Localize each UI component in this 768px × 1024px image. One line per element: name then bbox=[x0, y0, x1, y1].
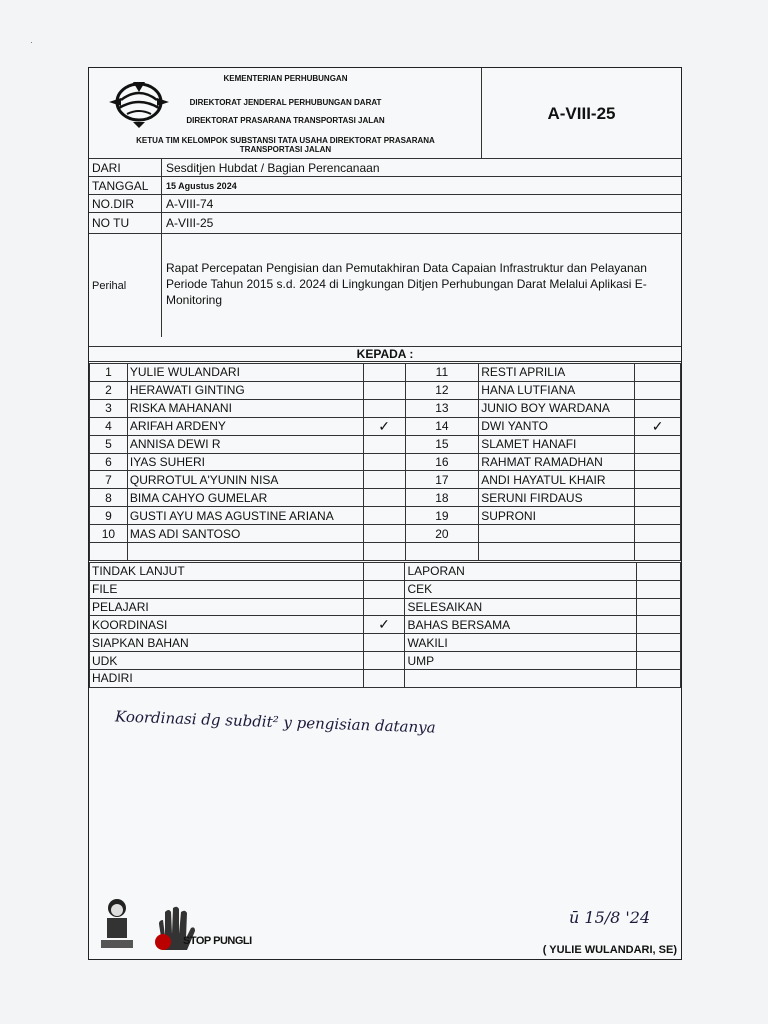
action-check bbox=[363, 634, 405, 652]
label-tanggal: TANGGAL bbox=[89, 177, 162, 194]
recipient-check bbox=[363, 435, 405, 453]
action-check bbox=[363, 598, 405, 616]
action-check bbox=[637, 669, 681, 687]
action-check bbox=[637, 634, 681, 652]
action-label: TINDAK LANJUT bbox=[90, 563, 364, 581]
recipient-name: JUNIO BOY WARDANA bbox=[479, 399, 635, 417]
recipient-number: 19 bbox=[405, 507, 479, 525]
recipient-name: MAS ADI SANTOSO bbox=[127, 525, 363, 543]
recipient-number: 6 bbox=[90, 453, 128, 471]
label-dari: DARI bbox=[89, 159, 162, 176]
recipient-row bbox=[90, 489, 681, 507]
recipient-row bbox=[90, 453, 681, 471]
recipient-number: 8 bbox=[90, 489, 128, 507]
recipient-number: 2 bbox=[90, 381, 128, 399]
action-row bbox=[90, 563, 681, 581]
action-row bbox=[90, 616, 681, 634]
handwritten-note: Koordinasi dg subdit² y pengisian datanya bbox=[114, 707, 436, 737]
recipient-check bbox=[363, 364, 405, 382]
recipient-number: 7 bbox=[90, 471, 128, 489]
signer-name: ( YULIE WULANDARI, SE) bbox=[542, 944, 677, 956]
recipient-name: SLAMET HANAFI bbox=[479, 435, 635, 453]
action-table bbox=[89, 562, 681, 688]
action-row bbox=[90, 634, 681, 652]
recipient-name: ANNISA DEWI R bbox=[127, 435, 363, 453]
handwritten-initial-date: ū 15/8 '24 bbox=[569, 908, 651, 927]
empty-cell bbox=[405, 543, 479, 561]
recipient-name: HANA LUTFIANA bbox=[479, 381, 635, 399]
recipient-name bbox=[479, 525, 635, 543]
action-check bbox=[363, 669, 405, 687]
action-label: CEK bbox=[405, 580, 637, 598]
recipient-number: 15 bbox=[405, 435, 479, 453]
value-nodir: A-VIII-74 bbox=[166, 196, 214, 211]
disposition-sheet bbox=[88, 67, 682, 960]
row-dari bbox=[89, 159, 681, 177]
recipient-number: 14 bbox=[405, 417, 479, 435]
action-label: SELESAIKAN bbox=[405, 598, 637, 616]
kepada-title: KEPADA : bbox=[89, 346, 681, 362]
recipient-row bbox=[90, 399, 681, 417]
ministry-name: KEMENTERIAN PERHUBUNGAN bbox=[223, 74, 348, 83]
letterhead-left bbox=[89, 68, 482, 159]
empty-cell bbox=[127, 543, 363, 561]
empty-cell bbox=[90, 543, 128, 561]
row-perihal bbox=[89, 234, 681, 337]
mascot-icon bbox=[97, 896, 137, 950]
action-row bbox=[90, 580, 681, 598]
action-check bbox=[363, 580, 405, 598]
recipient-check bbox=[363, 399, 405, 417]
recipient-check bbox=[635, 381, 681, 399]
recipient-check bbox=[363, 489, 405, 507]
empty-cell bbox=[363, 543, 405, 561]
action-check bbox=[637, 652, 681, 670]
recipient-number: 5 bbox=[90, 435, 128, 453]
action-check bbox=[637, 580, 681, 598]
recipient-check bbox=[363, 471, 405, 489]
recipient-row bbox=[90, 364, 681, 382]
recipient-check bbox=[635, 453, 681, 471]
action-check: ✓ bbox=[363, 616, 405, 634]
recipient-number: 13 bbox=[405, 399, 479, 417]
action-check bbox=[363, 563, 405, 581]
action-row bbox=[90, 652, 681, 670]
action-check bbox=[363, 652, 405, 670]
recipient-name: SUPRONI bbox=[479, 507, 635, 525]
recipient-row bbox=[90, 417, 681, 435]
recipient-number: 1 bbox=[90, 364, 128, 382]
action-label: HADIRI bbox=[90, 669, 364, 687]
recipient-row bbox=[90, 507, 681, 525]
label-notu: NO TU bbox=[89, 213, 162, 233]
stop-pungli-label: STOP PUNGLI bbox=[183, 935, 252, 947]
recipient-number: 16 bbox=[405, 453, 479, 471]
recipient-name: HERAWATI GINTING bbox=[127, 381, 363, 399]
recipient-number: 18 bbox=[405, 489, 479, 507]
recipient-number: 20 bbox=[405, 525, 479, 543]
recipient-check: ✓ bbox=[635, 417, 681, 435]
action-label: LAPORAN bbox=[405, 563, 637, 581]
recipient-check bbox=[635, 525, 681, 543]
action-label: KOORDINASI bbox=[90, 616, 364, 634]
recipient-number: 17 bbox=[405, 471, 479, 489]
recipient-name: GUSTI AYU MAS AGUSTINE ARIANA bbox=[127, 507, 363, 525]
recipient-check bbox=[635, 471, 681, 489]
recipient-name: SERUNI FIRDAUS bbox=[479, 489, 635, 507]
recipient-number: 12 bbox=[405, 381, 479, 399]
recipient-check bbox=[363, 453, 405, 471]
team-line-1: KETUA TIM KELOMPOK SUBSTANSI TATA USAHA DIREKTORAT PRASARANA bbox=[136, 136, 435, 145]
recipient-check bbox=[635, 364, 681, 382]
action-check bbox=[637, 598, 681, 616]
recipient-number: 4 bbox=[90, 417, 128, 435]
recipient-name: BIMA CAHYO GUMELAR bbox=[127, 489, 363, 507]
action-check bbox=[637, 563, 681, 581]
directorate: DIREKTORAT PRASARANA TRANSPORTASI JALAN bbox=[186, 116, 385, 125]
letterhead bbox=[89, 68, 681, 159]
action-check bbox=[637, 616, 681, 634]
empty-cell bbox=[635, 543, 681, 561]
recipient-row bbox=[90, 435, 681, 453]
directorate-general: DIREKTORAT JENDERAL PERHUBUNGAN DARAT bbox=[189, 98, 382, 107]
recipient-check: ✓ bbox=[363, 417, 405, 435]
recipient-table bbox=[89, 363, 681, 561]
label-perihal: Perihal bbox=[89, 234, 162, 337]
action-label bbox=[405, 669, 637, 687]
value-perihal: Rapat Percepatan Pengisian dan Pemutakhiran Data Capaian Infrastruktur dan Pelayanan Periode Tahun 2015 s.d. 2024 di Lingkungan Ditjen Perhubungan Darat Melalui Aplikasi E-Monitoring bbox=[166, 261, 647, 307]
recipient-name: ANDI HAYATUL KHAIR bbox=[479, 471, 635, 489]
recipient-number: 11 bbox=[405, 364, 479, 382]
action-label: UMP bbox=[405, 652, 637, 670]
action-row bbox=[90, 669, 681, 687]
action-label: WAKILI bbox=[405, 634, 637, 652]
label-nodir: NO.DIR bbox=[89, 195, 162, 212]
row-nodir bbox=[89, 195, 681, 213]
action-label: PELAJARI bbox=[90, 598, 364, 616]
recipient-check bbox=[363, 507, 405, 525]
team-line-2: TRANSPORTASI JALAN bbox=[239, 145, 332, 154]
recipient-check bbox=[635, 507, 681, 525]
action-label: UDK bbox=[90, 652, 364, 670]
recipient-check bbox=[635, 435, 681, 453]
recipient-name: IYAS SUHERI bbox=[127, 453, 363, 471]
empty-cell bbox=[479, 543, 635, 561]
recipient-number: 9 bbox=[90, 507, 128, 525]
recipient-name: QURROTUL A'YUNIN NISA bbox=[127, 471, 363, 489]
recipient-name: DWI YANTO bbox=[479, 417, 635, 435]
recipient-row-empty bbox=[90, 543, 681, 561]
recipient-row bbox=[90, 525, 681, 543]
form-code-box bbox=[482, 68, 681, 159]
recipient-name: RESTI APRILIA bbox=[479, 364, 635, 382]
recipient-check bbox=[635, 489, 681, 507]
recipient-name: RISKA MAHANANI bbox=[127, 399, 363, 417]
recipient-row bbox=[90, 381, 681, 399]
recipient-number: 10 bbox=[90, 525, 128, 543]
form-code: A-VIII-25 bbox=[547, 103, 616, 123]
action-label: SIAPKAN BAHAN bbox=[90, 634, 364, 652]
recipient-row bbox=[90, 471, 681, 489]
recipient-number: 3 bbox=[90, 399, 128, 417]
recipient-name: RAHMAT RAMADHAN bbox=[479, 453, 635, 471]
action-label: FILE bbox=[90, 580, 364, 598]
scan-speck: · bbox=[30, 38, 33, 47]
action-row bbox=[90, 598, 681, 616]
recipient-check bbox=[635, 399, 681, 417]
recipient-name: ARIFAH ARDENY bbox=[127, 417, 363, 435]
recipient-name: YULIE WULANDARI bbox=[127, 364, 363, 382]
action-label: BAHAS BERSAMA bbox=[405, 616, 637, 634]
value-dari: Sesditjen Hubdat / Bagian Perencanaan bbox=[166, 160, 380, 175]
value-tanggal: 15 Agustus 2024 bbox=[166, 180, 237, 191]
recipient-check bbox=[363, 525, 405, 543]
value-notu: A-VIII-25 bbox=[166, 216, 214, 230]
recipient-check bbox=[363, 381, 405, 399]
row-tanggal bbox=[89, 177, 681, 195]
row-notu bbox=[89, 213, 681, 234]
